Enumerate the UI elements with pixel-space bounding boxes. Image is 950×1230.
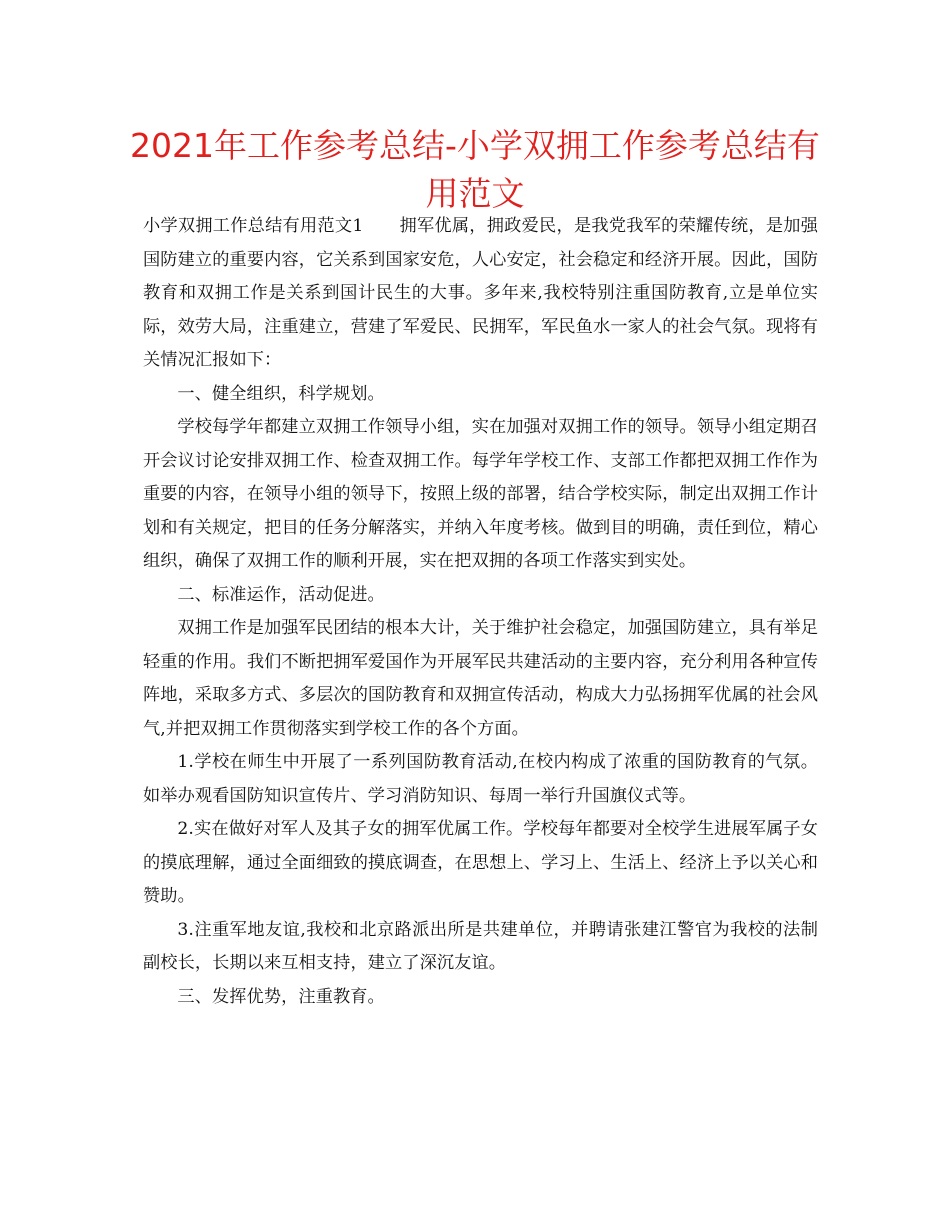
paragraph: 学校每学年都建立双拥工作领导小组，实在加强对双拥工作的领导。领导小组定期召开会议讨论安排双拥工作、检查双拥工作。每学年学校工作、支部工作都把双拥工作作为重要的内容，在领导小组的领导下，按照上级的部署，结合学校实际，制定出双拥工作计划和有关规定，把目的任务分解落实，并纳入年度考核。做到目的明确，责任到位，精心组织，确保了双拥工作的顺利开展，实在把双拥的各项工作落实到实处。 — [143, 417, 818, 571]
section-heading-3: 三、发挥优势，注重教育。 — [177, 986, 385, 1007]
lead-label: 小学双拥工作总结有用范文1 — [143, 216, 364, 236]
section-heading-1: 一、健全组织，科学规划。 — [177, 383, 385, 404]
document-title: 2021年工作参考总结-小学双拥工作参考总结有用范文 — [130, 126, 820, 213]
document-body — [143, 210, 818, 1014]
paragraph: 双拥工作是加强军民团结的根本大计，关于维护社会稳定，加强国防建立，具有举足轻重的作用。我们不断把拥军爱国作为开展军民共建活动的主要内容，充分利用各种宣传阵地，采取多方式、多层次的国防教育和双拥宣传活动，构成大力弘扬拥军优属的社会风气,并把双拥工作贯彻落实到学校工作的各个方面。 — [143, 618, 818, 739]
list-item: 1.学校在师生中开展了一系列国防教育活动,在校内构成了浓重的国防教育的气氛。如举办观看国防知识宣传片、学习消防知识、每周一举行升国旗仪式等。 — [143, 752, 818, 806]
section-heading-2: 二、标准运作，活动促进。 — [177, 584, 385, 605]
list-item: 2.实在做好对军人及其子女的拥军优属工作。学校每年都要对全校学生进展军属子女的摸底理解，通过全面细致的摸底调查，在思想上、学习上、生活上、经济上予以关心和赞助。 — [143, 819, 818, 906]
list-item: 3.注重军地友谊,我校和北京路派出所是共建单位，并聘请张建江警官为我校的法制副校长，长期以来互相支持，建立了深沉友谊。 — [143, 919, 818, 973]
lead-text: 拥军优属，拥政爱民，是我党我军的荣耀传统，是加强国防建立的重要内容，它关系到国家安危，人心安定，社会稳定和经济开展。因此，国防教育和双拥工作是关系到国计民生的大事。多年来,我校特别注重国防教育,立是单位实际，效劳大局，注重建立，营建了军爱民、民拥军，军民鱼水一家人的社会气氛。现将有关情况汇报如下： — [143, 216, 818, 370]
lead-paragraph — [143, 210, 818, 378]
